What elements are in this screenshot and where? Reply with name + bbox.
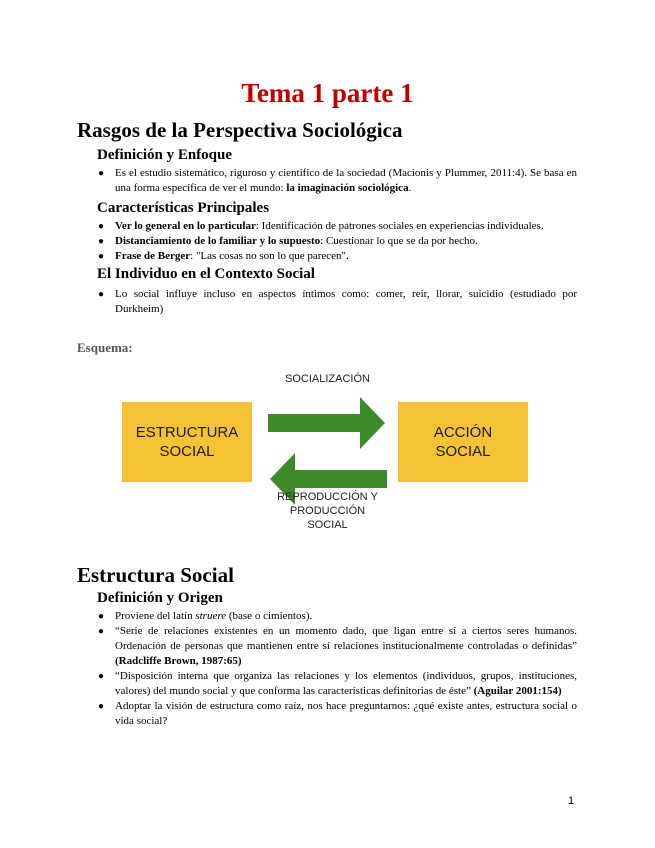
subheading-definicion-origen: Definición y Origen	[97, 590, 223, 606]
socializacion-label: SOCIALIZACIÓN	[285, 373, 370, 385]
list-item: ● Proviene del latín struere (base o cimientos).	[98, 610, 313, 622]
right-arrow-icon	[268, 397, 385, 449]
bullet-icon: ●	[98, 251, 105, 262]
list-item: ● “Disposición interna que organiza las relaciones y los elementos (individuos, grupos, instituciones, valores) del mundo social y que conforma las características definitorias de éste” (Aguilar 2001:154)	[98, 670, 577, 697]
list-item: ● Es el estudio sistemático, riguroso y científico de la sociedad (Macionis y Plummer, 2011:4). Se basa en una forma específica de ver el mundo: la imaginación sociológica.	[98, 167, 577, 194]
bullet-icon: ●	[98, 671, 105, 682]
list-item: ● Adoptar la visión de estructura como raíz, nos hace preguntarnos: ¿qué existe antes, estructura social o vida social?	[98, 700, 577, 727]
subheading-definicion-enfoque: Definición y Enfoque	[97, 147, 233, 163]
bullet-icon: ●	[98, 701, 105, 712]
bullet-icon: ●	[98, 611, 105, 622]
bullet-list-definicion	[97, 166, 577, 196]
bullet-list-estructura	[97, 609, 577, 729]
bullet-icon: ●	[98, 289, 105, 300]
subheading-caracteristicas: Características Principales	[97, 200, 270, 216]
page-title: Tema 1 parte 1	[241, 78, 414, 108]
estructura-social-box: ESTRUCTURA SOCIAL	[122, 402, 252, 482]
bullet-list-individuo	[97, 287, 577, 317]
accion-social-box: ACCIÓN SOCIAL	[398, 402, 528, 482]
bullet-icon: ●	[98, 221, 105, 232]
section-heading-rasgos: Rasgos de la Perspectiva Sociológica	[77, 118, 403, 142]
bullet-icon: ●	[98, 236, 105, 247]
subheading-individuo: El Individuo en el Contexto Social	[97, 266, 315, 282]
socialization-diagram	[120, 366, 535, 541]
list-item: ● Frase de Berger: "Las cosas no son lo que parecen".	[98, 250, 349, 262]
bullet-icon: ●	[98, 626, 105, 637]
esquema-label: Esquema:	[77, 340, 133, 355]
bullet-list-caracteristicas	[97, 219, 577, 264]
reproduccion-label: REPRODUCCIÓN Y PRODUCCIÓN SOCIAL	[277, 491, 378, 531]
bullet-icon: ●	[98, 168, 105, 179]
page-number: 1	[568, 795, 575, 807]
list-item: ● Lo social influye incluso en aspectos íntimos como: comer, reír, llorar, suicidio (estudiado por Durkheim)	[98, 288, 577, 315]
list-item: ● Ver lo general en lo particular: Identificación de patrones sociales en experiencias individuales.	[98, 220, 544, 232]
list-item: ● Distanciamiento de lo familiar y lo supuesto: Cuestionar lo que se da por hecho.	[98, 235, 478, 247]
section-heading-estructura: Estructura Social	[77, 563, 234, 587]
list-item: ● “Serie de relaciones existentes en un momento dado, que ligan entre sí a ciertos seres humanos. Ordenación de personas que mantienen entre sí relaciones institucionalmente controladas o definidas” (Radcliffe Brown, 1987:65)	[98, 625, 577, 667]
